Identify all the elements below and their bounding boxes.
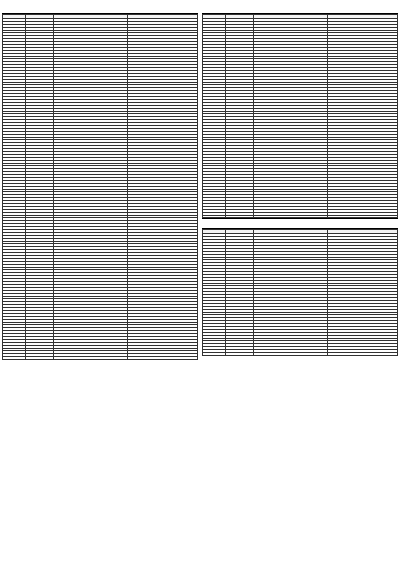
left-panel-title — [2, 2, 198, 14]
cell-number — [203, 352, 226, 355]
cell-site-name — [253, 352, 327, 355]
right-sampling-table — [202, 14, 398, 218]
cell-number — [3, 357, 26, 360]
cell-site-location — [127, 357, 197, 360]
right-panel — [202, 2, 398, 586]
cell-site-name — [53, 357, 127, 360]
cell-street — [226, 352, 253, 355]
second-section-title — [202, 218, 398, 229]
left-panel — [2, 2, 198, 586]
cell-site-location — [327, 352, 397, 355]
second-sampling-table — [202, 229, 398, 355]
right-panel-title — [202, 2, 398, 14]
table-row — [203, 352, 398, 355]
table-row — [3, 357, 198, 360]
cell-street — [26, 357, 53, 360]
left-sampling-table — [2, 14, 198, 360]
